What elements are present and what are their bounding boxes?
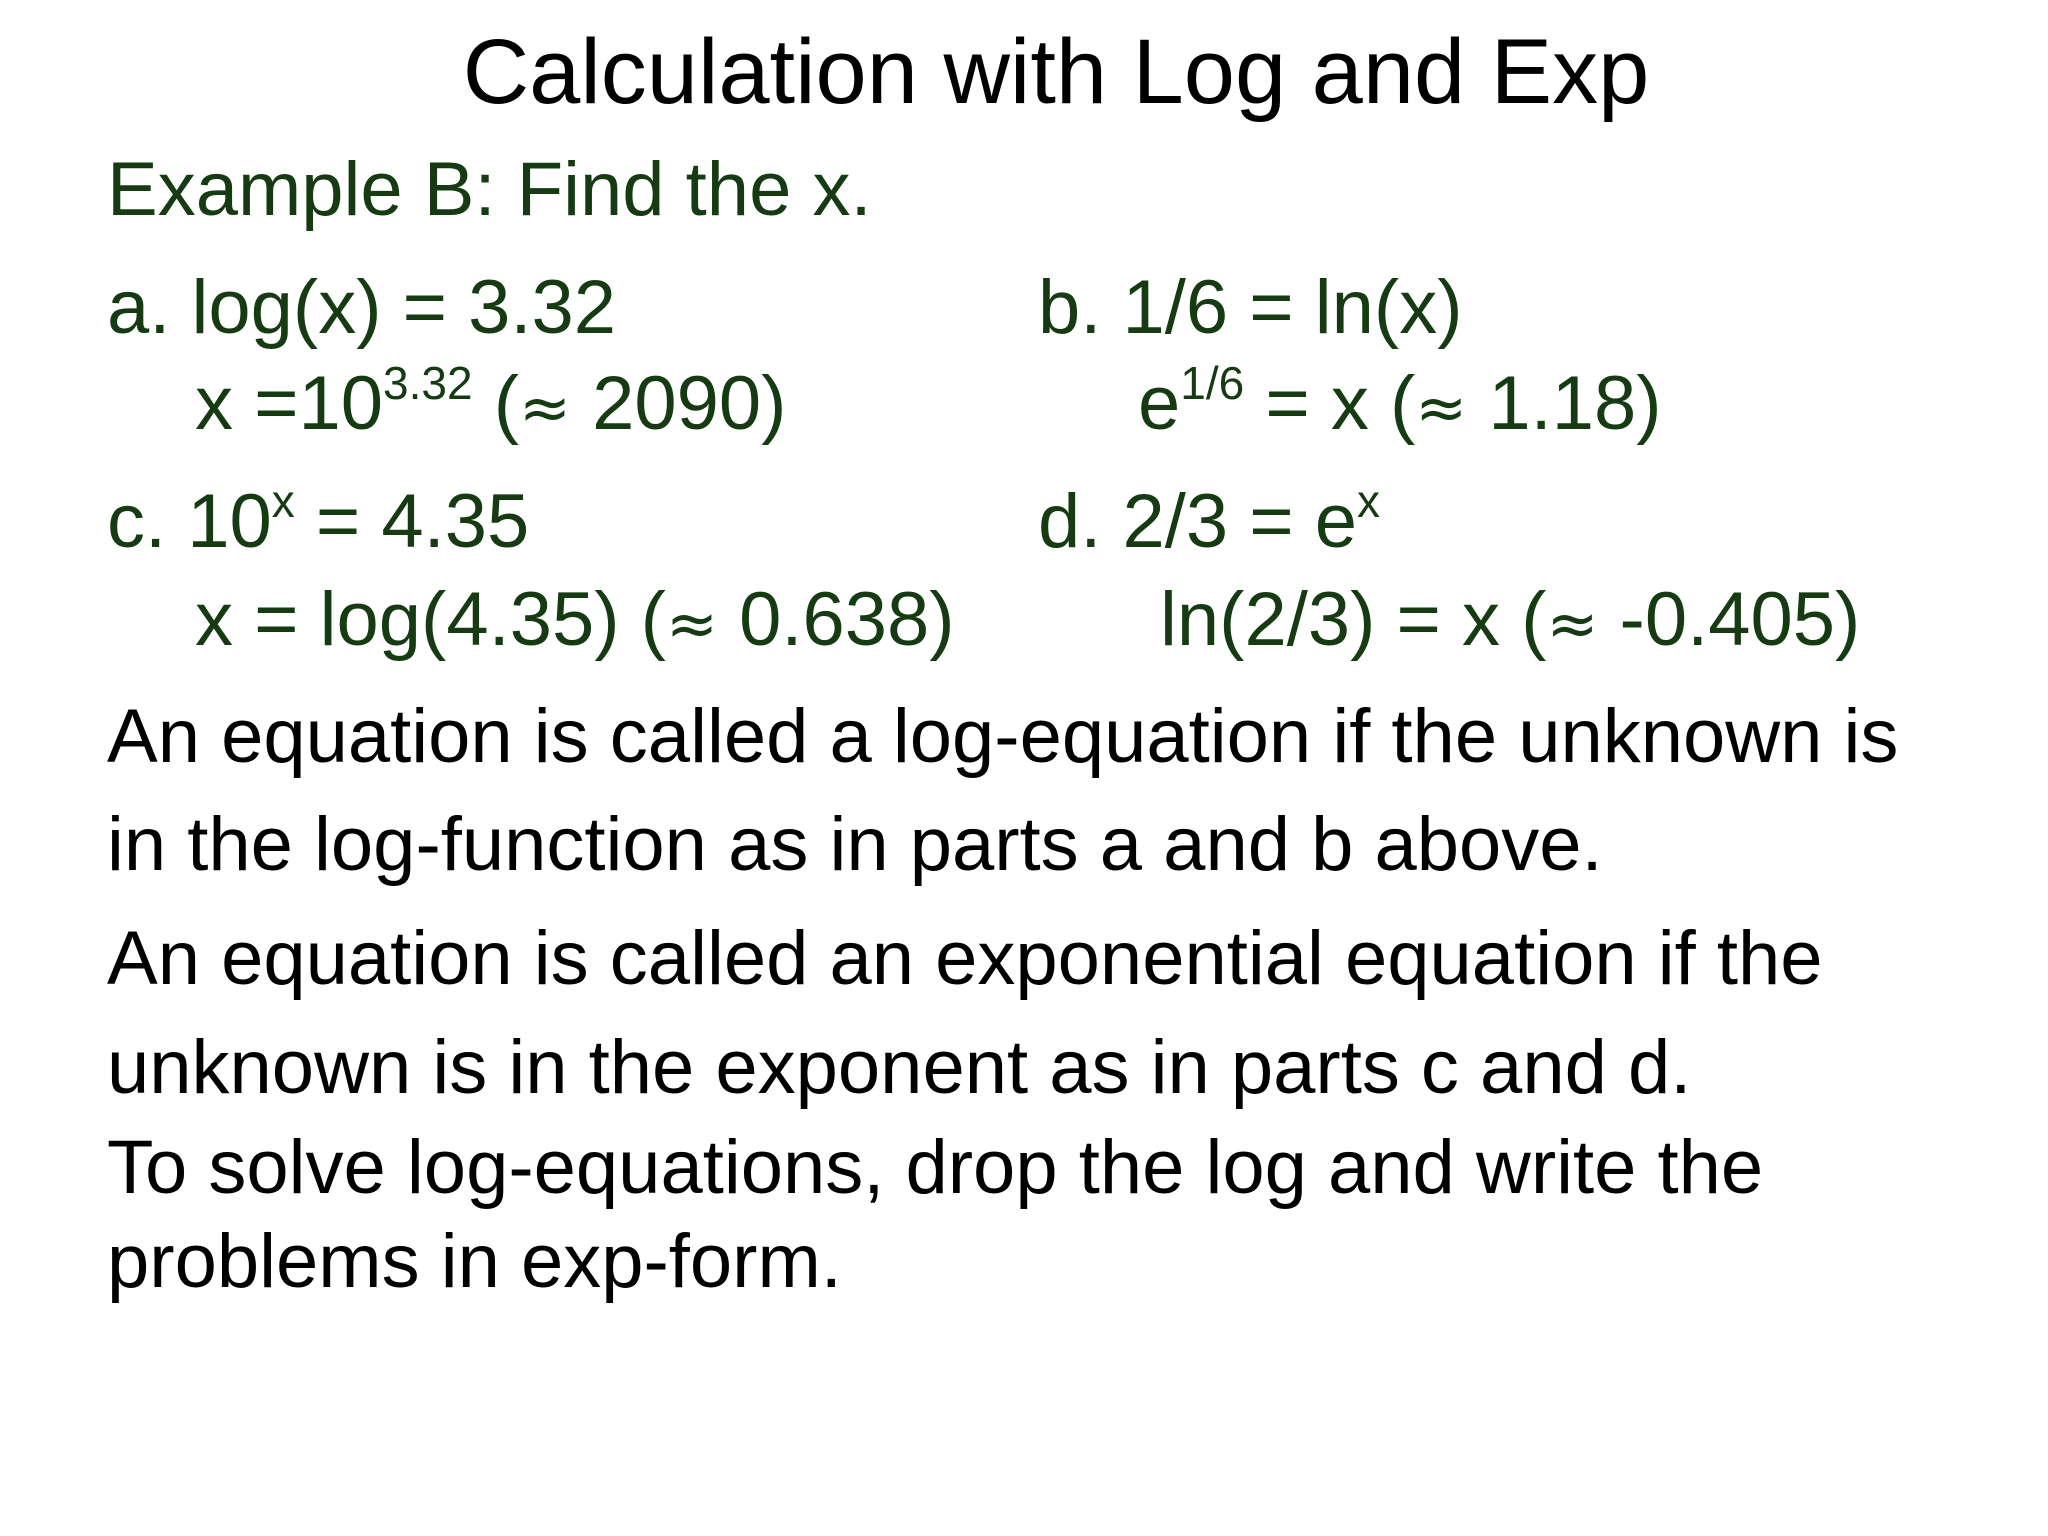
problem-d-solution	[1160, 578, 1860, 666]
problem-a-exponent: 3.32	[383, 357, 473, 409]
problem-b-middle: = x (	[1244, 361, 1416, 446]
problem-c-statement-suffix: = 4.35	[294, 479, 530, 564]
problem-c-statement-prefix: c. 10	[107, 479, 272, 564]
problem-b-statement: b. 1/6 = ln(x)	[1038, 265, 1463, 350]
problem-c-statement	[107, 475, 530, 573]
solve-instruction-line-1: To solve log-equations, drop the log and write the	[107, 1125, 1764, 1210]
problem-b-value: 1.18)	[1467, 361, 1662, 446]
approx-symbol: ≈	[519, 371, 571, 444]
problem-c-solution	[195, 578, 955, 666]
problem-d-statement	[1038, 475, 1381, 573]
problem-c-solution-prefix: x = log(4.35) (	[195, 577, 666, 662]
problem-b-solution-prefix: e	[1138, 361, 1181, 446]
problem-d-statement-prefix: d. 2/3 = e	[1038, 479, 1358, 564]
exp-equation-definition-line-1: An equation is called an exponential equation if the	[107, 916, 1823, 1001]
problem-d-value: -0.405)	[1598, 577, 1861, 662]
approx-symbol: ≈	[1415, 371, 1468, 444]
problem-a-value: 2090)	[570, 361, 787, 446]
approx-symbol: ≈	[1546, 587, 1599, 660]
problem-c-exponent: x	[271, 475, 295, 527]
log-equation-definition-line-1: An equation is called a log-equation if the unknown is	[107, 694, 1899, 779]
example-heading: Example B: Find the x.	[107, 147, 872, 232]
log-equation-definition-line-2: in the log-function as in parts a and b above.	[107, 802, 1603, 887]
problem-a-open: (	[472, 361, 520, 446]
slide-title: Calculation with Log and Exp	[462, 21, 1650, 123]
problem-a-solution	[195, 357, 787, 455]
problem-d-solution-prefix: ln(2/3) = x (	[1160, 577, 1547, 662]
problem-b-exponent: 1/6	[1180, 357, 1245, 409]
problem-c-value: 0.638)	[717, 577, 955, 662]
exp-equation-definition-line-2: unknown is in the exponent as in parts c and d.	[107, 1025, 1692, 1110]
problem-b-solution	[1138, 357, 1662, 455]
approx-symbol: ≈	[666, 587, 718, 660]
problem-d-exponent: x	[1357, 475, 1381, 527]
problem-a-statement: a. log(x) = 3.32	[107, 265, 617, 350]
problem-a-solution-prefix: x =10	[195, 361, 384, 446]
solve-instruction-line-2: problems in exp-form.	[107, 1219, 842, 1304]
